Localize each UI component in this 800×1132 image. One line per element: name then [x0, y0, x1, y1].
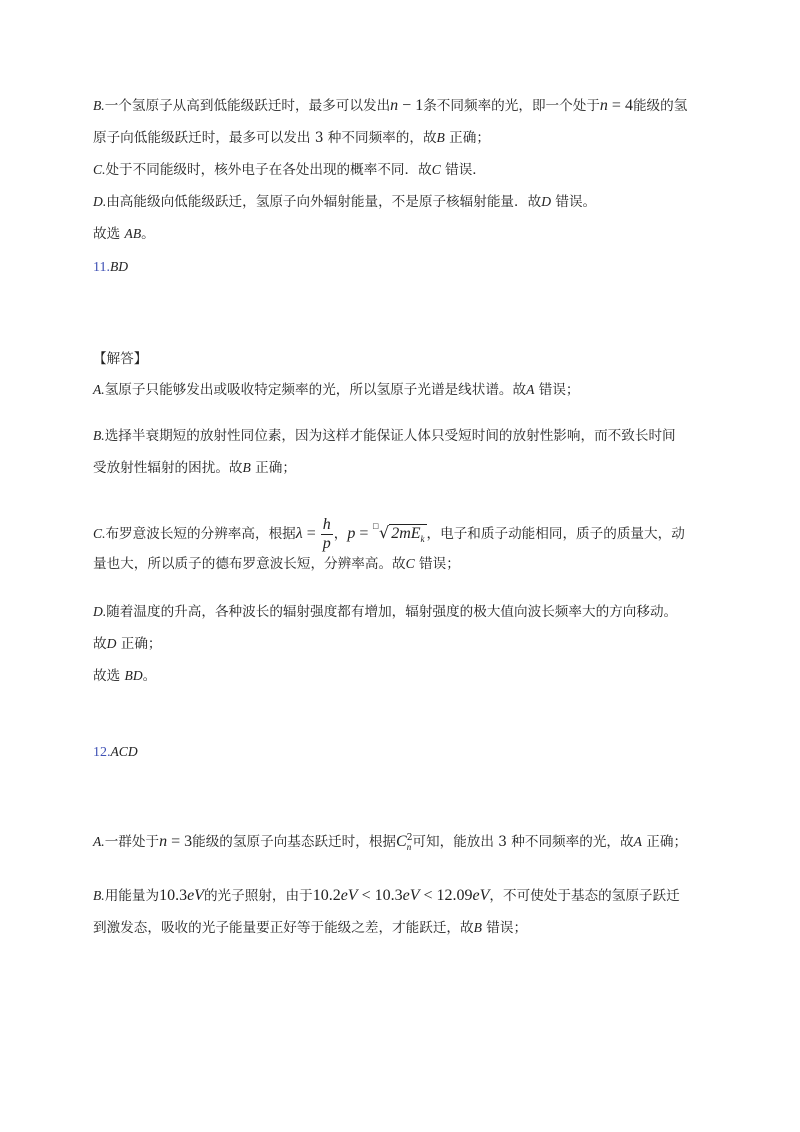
wavelength-fraction: $\frac{h}{p}$ — [322, 516, 331, 552]
q11-answer: 故选 BD。 — [93, 668, 157, 684]
q11-option-d-line2: 故D 正确； — [93, 636, 162, 652]
q11-option-b-line1: B.选择半衰期短的放射性同位素，因为这样才能保证人体只受短时间的放射性影响，而不致长时间 — [93, 428, 676, 444]
combination-indices: 2 n — [406, 832, 413, 852]
q11-option-c-line1: C.布罗意波长短的分辨率高，根据λ = $\frac{h}{p}$ ，p = □√ $2mE_k$ ，电子和质子动能相同，质子的质量大，动 — [93, 516, 685, 552]
q12-heading: 12.ACD — [93, 744, 138, 760]
q11-solution-header: 【解答】 — [93, 351, 148, 367]
root-index: □ — [372, 522, 379, 530]
q11-option-b-line2: 受放射性辐射的困扰。故B 正确； — [93, 460, 296, 476]
q11-option-c-line2: 量也大，所以质子的德布罗意波长短，分辨率高。故C 错误； — [93, 556, 460, 572]
q12-option-b-line1: B.用能量为10.3eV的光子照射，由于10.2eV < 10.3eV < 12.09eV，不可使处于基态的氢原子跃迁 — [93, 887, 680, 904]
q11-heading: 11.BD — [93, 259, 129, 275]
question-number: 11 — [93, 260, 107, 275]
question-choice: BD — [109, 259, 129, 274]
momentum-root: $2mE_k$ — [389, 524, 426, 548]
question-choice: ACD — [110, 744, 138, 759]
q10-option-b-line2: 原子向低能级跃迁时，最多可以发出 3 种不同频率的，故B 正确； — [93, 130, 490, 146]
q12-option-a: A.一群处于n = 3能级的氢原子向基态跃迁时，根据C 2 n 可知，能放出 3 种不同频率的光，故A 正确； — [93, 832, 688, 852]
option-label: B. — [93, 98, 105, 113]
q10-answer: 故选 AB。 — [93, 226, 155, 242]
q10-option-b-line1: B.一个氢原子从高到低能级跃迁时，最多可以发出n − 1条不同频率的光，即一个处于n = 4能级的氢 — [93, 97, 688, 114]
question-number: 12 — [93, 745, 107, 760]
q11-option-d-line1: D.随着温度的升高，各种波长的辐射强度都有增加，辐射强度的极大值向波长频率大的方向移动。 — [93, 604, 678, 620]
q10-option-d: D.由高能级向低能级跃迁，氢原子向外辐射能量，不是原子核辐射能量．故D 错误。 — [93, 194, 597, 210]
q10-option-c: C.处于不同能级时，核外电子在各处出现的概率不同．故C 错误． — [93, 162, 486, 178]
q11-option-a: A.氢原子只能够发出或吸收特定频率的光，所以氢原子光谱是线状谱。故A 错误； — [93, 382, 580, 398]
q12-option-b-line2: 到激发态，吸收的光子能量要正好等于能级之差，才能跃迁，故B 错误； — [93, 920, 528, 936]
sqrt-icon: √ — [379, 523, 390, 542]
